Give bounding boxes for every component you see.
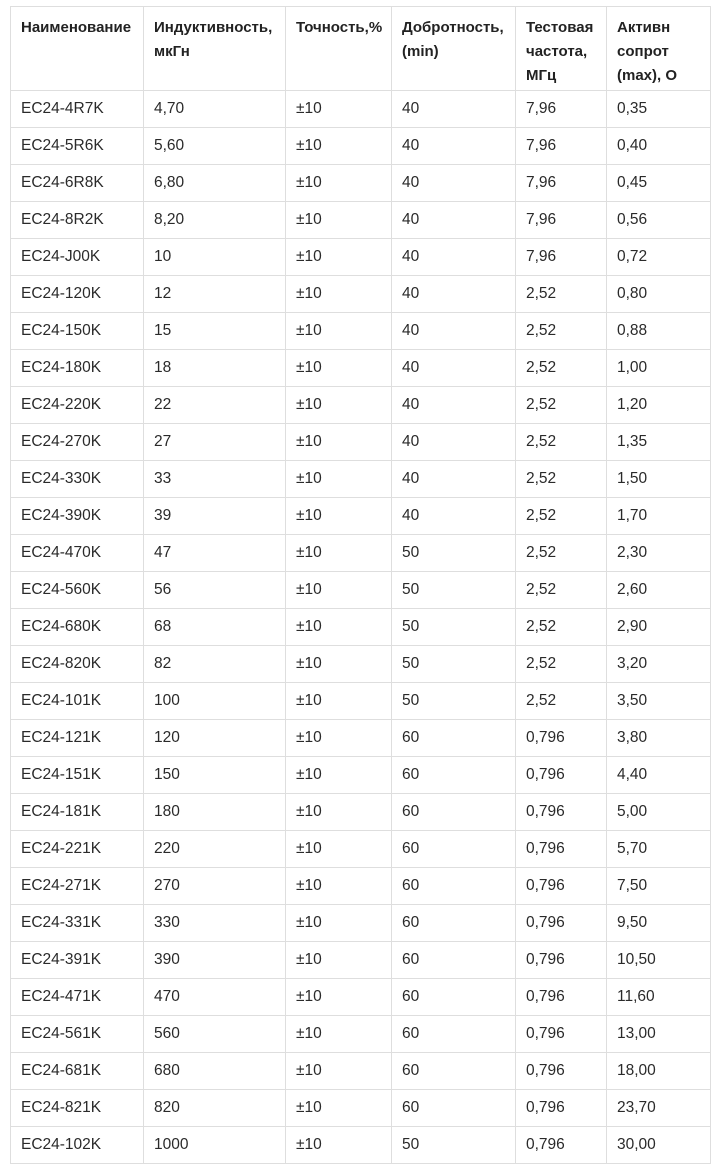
cell-tolerance: ±10 [286,609,392,646]
table-row [11,424,711,461]
table-row [11,868,711,905]
cell-resistance: 0,40 [607,128,711,165]
cell-inductance: 8,20 [144,202,286,239]
cell-test-frequency: 0,796 [516,1127,607,1164]
cell-q-factor: 50 [392,1127,516,1164]
cell-tolerance: ±10 [286,942,392,979]
cell-name: EC24-J00K [11,239,144,276]
cell-test-frequency: 2,52 [516,609,607,646]
cell-q-factor: 40 [392,202,516,239]
cell-q-factor: 60 [392,794,516,831]
table-row [11,609,711,646]
cell-inductance: 220 [144,831,286,868]
cell-q-factor: 50 [392,609,516,646]
table-row [11,794,711,831]
cell-tolerance: ±10 [286,350,392,387]
cell-name: EC24-681K [11,1053,144,1090]
cell-test-frequency: 0,796 [516,720,607,757]
cell-tolerance: ±10 [286,1090,392,1127]
cell-inductance: 47 [144,535,286,572]
cell-resistance: 0,80 [607,276,711,313]
cell-test-frequency: 2,52 [516,572,607,609]
cell-q-factor: 60 [392,979,516,1016]
table-row [11,979,711,1016]
cell-tolerance: ±10 [286,91,392,128]
column-header-line: частота, [526,43,588,60]
cell-q-factor: 40 [392,424,516,461]
cell-q-factor: 40 [392,128,516,165]
cell-inductance: 82 [144,646,286,683]
cell-q-factor: 60 [392,905,516,942]
cell-q-factor: 40 [392,387,516,424]
cell-test-frequency: 0,796 [516,1090,607,1127]
cell-inductance: 18 [144,350,286,387]
table-row [11,535,711,572]
cell-name: EC24-151K [11,757,144,794]
cell-test-frequency: 2,52 [516,350,607,387]
cell-test-frequency: 7,96 [516,128,607,165]
column-header-line: Активн [617,19,671,36]
cell-resistance: 2,30 [607,535,711,572]
table-row [11,1127,711,1164]
cell-resistance: 4,40 [607,757,711,794]
table-row [11,202,711,239]
table-row [11,461,711,498]
table-row [11,1053,711,1090]
cell-tolerance: ±10 [286,720,392,757]
cell-resistance: 2,90 [607,609,711,646]
cell-tolerance: ±10 [286,572,392,609]
cell-resistance: 0,72 [607,239,711,276]
cell-test-frequency: 0,796 [516,905,607,942]
cell-tolerance: ±10 [286,831,392,868]
table-row [11,905,711,942]
cell-tolerance: ±10 [286,979,392,1016]
cell-test-frequency: 2,52 [516,683,607,720]
cell-name: EC24-101K [11,683,144,720]
cell-resistance: 1,00 [607,350,711,387]
table-row [11,1016,711,1053]
cell-name: EC24-820K [11,646,144,683]
cell-tolerance: ±10 [286,1016,392,1053]
cell-q-factor: 60 [392,720,516,757]
cell-q-factor: 40 [392,461,516,498]
cell-test-frequency: 2,52 [516,535,607,572]
cell-q-factor: 60 [392,1090,516,1127]
cell-test-frequency: 7,96 [516,202,607,239]
cell-inductance: 15 [144,313,286,350]
cell-inductance: 390 [144,942,286,979]
cell-name: EC24-6R8K [11,165,144,202]
cell-inductance: 180 [144,794,286,831]
cell-inductance: 330 [144,905,286,942]
cell-name: EC24-271K [11,868,144,905]
cell-inductance: 6,80 [144,165,286,202]
column-header-line: Индуктивность, [154,19,273,36]
cell-inductance: 22 [144,387,286,424]
cell-test-frequency: 0,796 [516,1016,607,1053]
cell-resistance: 7,50 [607,868,711,905]
cell-q-factor: 60 [392,868,516,905]
cell-resistance: 3,50 [607,683,711,720]
cell-resistance: 13,00 [607,1016,711,1053]
cell-resistance: 23,70 [607,1090,711,1127]
cell-tolerance: ±10 [286,868,392,905]
cell-q-factor: 60 [392,1016,516,1053]
table-row [11,165,711,202]
table-row [11,276,711,313]
table-row [11,498,711,535]
cell-inductance: 100 [144,683,286,720]
table-row [11,646,711,683]
table-row [11,683,711,720]
column-header-tolerance [286,7,392,91]
cell-tolerance: ±10 [286,202,392,239]
cell-resistance: 11,60 [607,979,711,1016]
cell-resistance: 18,00 [607,1053,711,1090]
spec-table-container [10,6,678,1164]
cell-test-frequency: 2,52 [516,313,607,350]
cell-test-frequency: 2,52 [516,498,607,535]
cell-inductance: 820 [144,1090,286,1127]
cell-inductance: 120 [144,720,286,757]
column-header-line: Тестовая [526,19,594,36]
inductor-spec-table [10,6,711,1164]
cell-resistance: 0,45 [607,165,711,202]
cell-inductance: 150 [144,757,286,794]
column-header-line: (max), О [617,67,678,84]
table-row [11,350,711,387]
cell-name: EC24-180K [11,350,144,387]
cell-name: EC24-331K [11,905,144,942]
column-header-inductance [144,7,286,91]
column-header-line: (min) [402,43,439,60]
cell-resistance: 1,70 [607,498,711,535]
table-row [11,1090,711,1127]
cell-name: EC24-561K [11,1016,144,1053]
cell-q-factor: 60 [392,1053,516,1090]
cell-q-factor: 50 [392,535,516,572]
cell-resistance: 2,60 [607,572,711,609]
cell-test-frequency: 0,796 [516,831,607,868]
cell-name: EC24-821K [11,1090,144,1127]
cell-inductance: 56 [144,572,286,609]
cell-resistance: 10,50 [607,942,711,979]
table-header-row [11,7,711,91]
cell-tolerance: ±10 [286,128,392,165]
table-row [11,942,711,979]
cell-tolerance: ±10 [286,424,392,461]
table-row [11,313,711,350]
cell-inductance: 560 [144,1016,286,1053]
cell-resistance: 3,80 [607,720,711,757]
cell-q-factor: 40 [392,239,516,276]
cell-q-factor: 40 [392,313,516,350]
cell-q-factor: 60 [392,757,516,794]
cell-resistance: 1,20 [607,387,711,424]
cell-test-frequency: 2,52 [516,646,607,683]
cell-tolerance: ±10 [286,387,392,424]
cell-tolerance: ±10 [286,461,392,498]
cell-inductance: 4,70 [144,91,286,128]
cell-inductance: 27 [144,424,286,461]
column-header-line: Добротность, [402,19,504,36]
cell-test-frequency: 2,52 [516,276,607,313]
cell-tolerance: ±10 [286,683,392,720]
column-header-name [11,7,144,91]
table-row [11,720,711,757]
cell-q-factor: 50 [392,572,516,609]
cell-inductance: 68 [144,609,286,646]
cell-name: EC24-102K [11,1127,144,1164]
table-row [11,572,711,609]
table-body [11,91,711,1164]
column-header-q-factor [392,7,516,91]
cell-test-frequency: 7,96 [516,239,607,276]
cell-name: EC24-470K [11,535,144,572]
cell-test-frequency: 7,96 [516,91,607,128]
cell-inductance: 470 [144,979,286,1016]
cell-name: EC24-8R2K [11,202,144,239]
cell-tolerance: ±10 [286,1053,392,1090]
cell-test-frequency: 7,96 [516,165,607,202]
cell-q-factor: 40 [392,91,516,128]
cell-q-factor: 40 [392,276,516,313]
cell-name: EC24-471K [11,979,144,1016]
cell-tolerance: ±10 [286,165,392,202]
cell-name: EC24-121K [11,720,144,757]
cell-tolerance: ±10 [286,239,392,276]
cell-q-factor: 60 [392,942,516,979]
table-row [11,239,711,276]
cell-inductance: 10 [144,239,286,276]
cell-q-factor: 40 [392,498,516,535]
cell-tolerance: ±10 [286,498,392,535]
column-header-line: МГц [526,67,557,84]
cell-resistance: 1,35 [607,424,711,461]
cell-test-frequency: 2,52 [516,461,607,498]
cell-name: EC24-560K [11,572,144,609]
column-header-line: сопрот [617,43,669,60]
table-row [11,831,711,868]
cell-test-frequency: 0,796 [516,942,607,979]
cell-inductance: 270 [144,868,286,905]
cell-inductance: 12 [144,276,286,313]
cell-test-frequency: 2,52 [516,387,607,424]
cell-tolerance: ±10 [286,276,392,313]
column-header-line: мкГн [154,43,190,60]
cell-tolerance: ±10 [286,313,392,350]
cell-name: EC24-220K [11,387,144,424]
cell-resistance: 5,70 [607,831,711,868]
column-header-resistance [607,7,711,91]
cell-name: EC24-330K [11,461,144,498]
cell-tolerance: ±10 [286,794,392,831]
cell-name: EC24-390K [11,498,144,535]
cell-test-frequency: 0,796 [516,979,607,1016]
cell-name: EC24-270K [11,424,144,461]
column-header-line: Наименование [21,19,132,36]
cell-name: EC24-120K [11,276,144,313]
cell-resistance: 0,88 [607,313,711,350]
cell-test-frequency: 2,52 [516,424,607,461]
cell-inductance: 5,60 [144,128,286,165]
cell-q-factor: 40 [392,165,516,202]
cell-name: EC24-4R7K [11,91,144,128]
cell-name: EC24-221K [11,831,144,868]
cell-resistance: 0,35 [607,91,711,128]
table-row [11,91,711,128]
cell-name: EC24-680K [11,609,144,646]
cell-q-factor: 50 [392,646,516,683]
cell-test-frequency: 0,796 [516,757,607,794]
cell-tolerance: ±10 [286,646,392,683]
column-header-test-frequency [516,7,607,91]
cell-name: EC24-181K [11,794,144,831]
cell-inductance: 33 [144,461,286,498]
cell-tolerance: ±10 [286,905,392,942]
cell-resistance: 3,20 [607,646,711,683]
cell-resistance: 1,50 [607,461,711,498]
cell-q-factor: 40 [392,350,516,387]
cell-resistance: 0,56 [607,202,711,239]
table-row [11,128,711,165]
cell-resistance: 9,50 [607,905,711,942]
cell-name: EC24-5R6K [11,128,144,165]
cell-inductance: 1000 [144,1127,286,1164]
cell-q-factor: 60 [392,831,516,868]
cell-name: EC24-150K [11,313,144,350]
cell-name: EC24-391K [11,942,144,979]
cell-resistance: 5,00 [607,794,711,831]
cell-inductance: 680 [144,1053,286,1090]
cell-tolerance: ±10 [286,535,392,572]
cell-resistance: 30,00 [607,1127,711,1164]
table-row [11,757,711,794]
cell-test-frequency: 0,796 [516,1053,607,1090]
cell-inductance: 39 [144,498,286,535]
column-header-line: Точность,% [296,19,383,36]
cell-tolerance: ±10 [286,1127,392,1164]
table-row [11,387,711,424]
cell-tolerance: ±10 [286,757,392,794]
cell-q-factor: 50 [392,683,516,720]
cell-test-frequency: 0,796 [516,868,607,905]
cell-test-frequency: 0,796 [516,794,607,831]
